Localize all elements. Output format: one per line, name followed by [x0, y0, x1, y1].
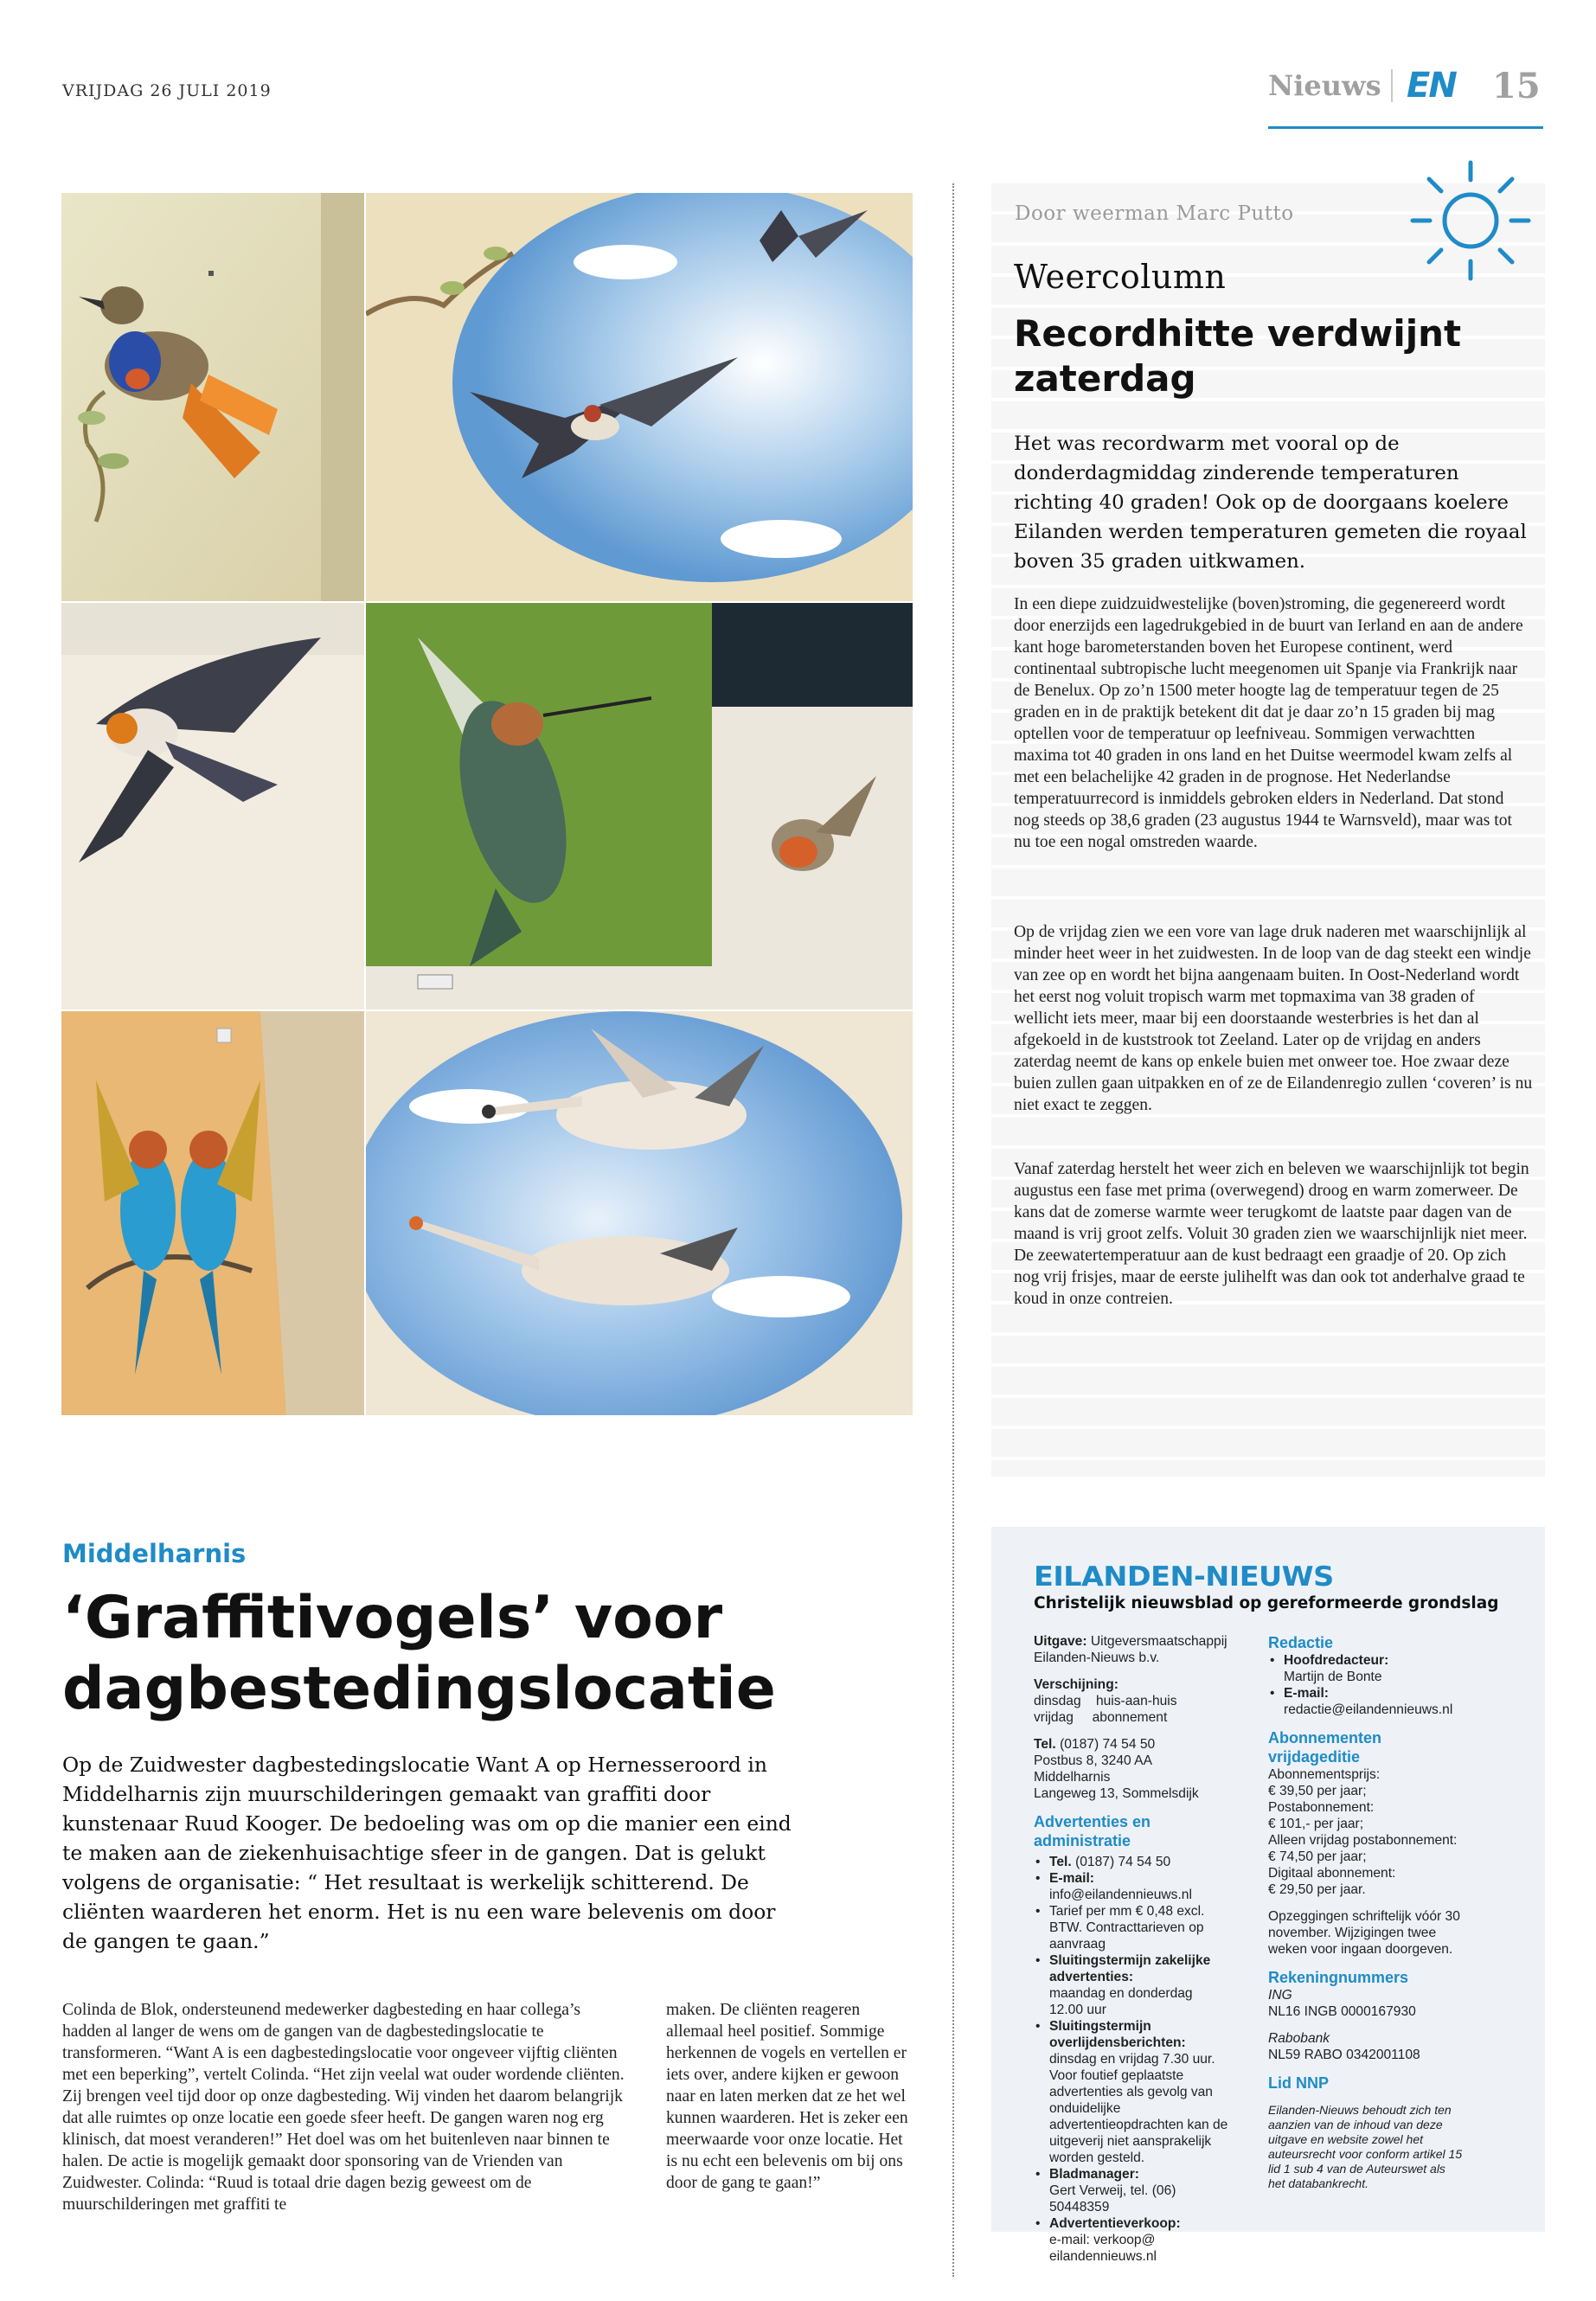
- label: E-mail:: [1284, 1686, 1329, 1701]
- article-body-column-2: maken. De cliënten reageren allemaal heel positief. Sommige herkennen de vogels en vertellen er iets over, andere kijken er gewoon naar en laten merken dat ze het wel kunnen waarderen. Het is zeker een meerwaarde voor onze locatie. Het is nu echt een belevenis om bij ons door de gang te gaan!”: [666, 2001, 908, 2192]
- label: Verschijning:: [1034, 1677, 1118, 1692]
- label: E-mail:: [1049, 1871, 1094, 1886]
- value: Martijn de Bonte: [1284, 1670, 1382, 1684]
- label: Hoofdredacteur:: [1284, 1653, 1389, 1668]
- photo-bee-eaters: [61, 1011, 364, 1415]
- header-rule: [1268, 126, 1543, 129]
- value: Postbus 8, 3240 AA Middelharnis: [1034, 1753, 1152, 1785]
- column-divider: [952, 183, 954, 2277]
- issue-date: VRIJDAG 26 JULI 2019: [62, 81, 272, 100]
- article-body-column-1: Colinda de Blok, ondersteunend medewerker dagbesteding en haar collega’s hadden al langer de wens om de gangen van de dagbestedingslocatie te transformeren. “Want A is een dagbestedingslocatie voor ongeveer vijftig cliënten met een beperking”, vertelt Colinda. “Het zijn veelal wat ouder wordende cliënten. Zij brengen veel tijd door op onze dagbesteding. Wij vinden het daarom belangrijk dat alle ruimtes op onze locatie een goede sfeer heeft. De gangen waren nog erg klinisch, dat moest veranderen!” Het doel was om het buitenleven naar binnen te halen. De actie is mogelijk gemaakt door sponsoring van de Vrienden van Zuidwester. Colinda: “Ruud is totaal drie dagen bezig geweest om de muurschilderingen met graffiti te: [62, 2001, 625, 2214]
- value: Opzeggingen schriftelijk vóór 30 november. Wijzigingen twee weken voor ingaan doorgeven.: [1268, 1909, 1460, 1957]
- colophon-disclaimer: Eilanden-Nieuws behoudt zich ten aanzien van de inhoud van deze uitgave en website zowel het auteursrecht voor conform artikel 15 lid 1 sub 4 van de Auteurswet als het databankrecht.: [1268, 2103, 1463, 2190]
- value: Uitgeversmaatschappij Eilanden-Nieuws b.v.: [1034, 1634, 1227, 1665]
- value: Abonnementsprijs:: [1268, 1767, 1381, 1782]
- colophon-left-column: [1034, 1633, 1228, 2265]
- article-kicker: Middelharnis: [62, 1539, 247, 1568]
- weather-kicker: Weercolumn: [1014, 258, 1227, 296]
- value: NL16 INGB 0000167930: [1268, 2004, 1416, 2019]
- label: Sluitingstermijn zakelijke advertenties:: [1049, 1953, 1211, 1984]
- value: (0187) 74 54 50: [1060, 1737, 1156, 1752]
- weather-paragraph: Vanaf zaterdag herstelt het weer zich en beleven we waarschijnlijk tot begin augustus een fase met prima (overwegend) droog en warm zomerweer. De kans dat de zomerse warmte weer terugkomt de laatste paar dagen van de maand is vrij groot zelfs. Voluit 30 graden zien we waarschijnlijk niet meer. De zeewatertemperatuur aan de kust bedraagt een graadje of 20. Op zich nog vrij frisjes, maar de eerste julihelft was dan ook tot anderhalve graad te koud in onze contreien.: [1014, 1160, 1529, 1308]
- colophon-heading: Redactie: [1268, 1634, 1334, 1651]
- newspaper-logo: EN: [1407, 66, 1456, 106]
- colophon-right-column: [1268, 1633, 1463, 2191]
- label: Uitgave:: [1034, 1634, 1087, 1649]
- label: Rabobank: [1268, 2031, 1330, 2046]
- value: € 39,50 per jaar;: [1268, 1784, 1367, 1798]
- value: Digitaal abonnement:: [1268, 1866, 1396, 1881]
- value: € 29,50 per jaar.: [1268, 1882, 1366, 1897]
- sun-icon: [1406, 156, 1535, 285]
- colophon-logo: EILANDEN-NIEUWS: [1034, 1561, 1334, 1593]
- section-name: Nieuws: [1268, 69, 1381, 102]
- value: vrijdag abonnement: [1034, 1710, 1168, 1725]
- header-separator: [1391, 69, 1393, 102]
- colophon-heading: Advertenties en administratie: [1034, 1813, 1151, 1849]
- label: Tel.: [1034, 1737, 1056, 1752]
- value: NL59 RABO 0342001108: [1268, 2048, 1420, 2062]
- label: Bladmanager:: [1049, 2167, 1139, 2182]
- value: (0187) 74 54 50: [1075, 1855, 1171, 1869]
- value: € 74,50 per jaar;: [1268, 1849, 1367, 1864]
- label: Advertentieverkoop:: [1049, 2216, 1181, 2231]
- value: Postabonnement:: [1268, 1800, 1375, 1815]
- photo-hummingbird-robin: [366, 603, 913, 1009]
- weather-lead: Het was recordwarm met vooral op de donderdagmiddag zinderende temperaturen richting 40 graden! Ook op de doorgaans koelere Eilanden werden temperaturen gemeten die royaal boven 35 graden uitkwamen.: [1014, 433, 1527, 573]
- value: • Tarief per mm € 0,48 excl. BTW. Contracttarieven op aanvraag: [1034, 1903, 1228, 1952]
- colophon-heading: Abonnementen vrijdageditie: [1268, 1729, 1382, 1766]
- label: ING: [1268, 1988, 1292, 2003]
- value: redactie@eilandennieuws.nl: [1284, 1702, 1453, 1717]
- bird-mural-photo-collage: [61, 193, 913, 1415]
- photo-bluethroat: [61, 193, 364, 601]
- colophon-heading: Lid NNP: [1268, 2074, 1329, 2092]
- weather-title: Recordhitte verdwijnt zaterdag: [1014, 312, 1462, 400]
- value: info@eilandennieuws.nl: [1049, 1888, 1192, 1902]
- page-number: 15: [1492, 66, 1541, 106]
- label: Sluitingstermijn overlijdensberichten:: [1049, 2019, 1186, 2050]
- value: dinsdag huis-aan-huis: [1034, 1694, 1177, 1708]
- weather-byline: Door weerman Marc Putto: [1015, 202, 1294, 225]
- value: maandag en donderdag 12.00 uur: [1049, 1986, 1193, 2017]
- label: Tel.: [1049, 1855, 1072, 1869]
- article-intro: Op de Zuidwester dagbestedingslocatie Want A op Hernesseroord in Middelharnis zijn muurschilderingen gemaakt van graffiti door kunstenaar Ruud Kooger. De bedoeling was om op die manier een eind te maken aan de ziekenhuisachtige sfeer in de gangen. Dat is gelukt volgens de organisatie: “ Het resultaat is werkelijk schitterend. De cliënten waarderen het enorm. Het is nu een ware belevenis om door de gangen te gaan.”: [62, 1753, 792, 1953]
- value: € 101,- per jaar;: [1268, 1817, 1364, 1831]
- value: Alleen vrijdag postabonnement:: [1268, 1833, 1458, 1848]
- photo-swans: [366, 1011, 913, 1415]
- value: Gert Verweij, tel. (06) 50448359: [1049, 2183, 1176, 2214]
- colophon-heading: Rekeningnummers: [1268, 1969, 1409, 1986]
- weather-paragraph: In een diepe zuidzuidwestelijke (boven)stroming, die gegenereerd wordt door enerzijds een lagedrukgebied in de buurt van Ierland en aan de andere kant hoge barometerstanden boven het Europese continent, werd continentaal subtropische lucht meegenomen uit Spanje via Frankrijk naar de Benelux. Op zo’n 1500 meter hoogte lag de temperatuur tegen de 25 graden en in de praktijk betekent dit dat je daar zo’n 15 graden bij mag optellen voor de temperatuur op leefniveau. Sommigen verwachtten maxima tot 40 graden in ons land en het Duitse weermodel kwam zelfs al met een belachelijke 42 graden in de prognose. Het Nederlandse temperatuurrecord is inmiddels gebroken elders in Nederland. Dat stond nog steeds op 38,6 graden (23 augustus 1944 te Warnsveld), maar was tot nu toe een nogal omstreden waarde.: [1014, 595, 1523, 851]
- photo-swallow: [61, 603, 364, 1009]
- value: Langeweg 13, Sommelsdijk: [1034, 1786, 1199, 1801]
- article-headline: ‘Graffitivogels’ voor dagbestedingslocatie: [62, 1584, 776, 1723]
- value: dinsdag en vrijdag 7.30 uur. Voor foutief geplaatste advertenties als gevolg van onduidelijke advertentieopdrachten kan de uitgeverij niet aansprakelijk worden gesteld.: [1049, 2052, 1228, 2165]
- value: e-mail: verkoop@ eilandennieuws.nl: [1049, 2233, 1157, 2264]
- photo-swallows-sky: [366, 193, 913, 601]
- weather-paragraph: Op de vrijdag zien we een vore van lage druk naderen met waarschijnlijk al minder heet weer in het zuidwesten. In de loop van de dag steekt een windje van zee op en wordt het bijna aangenaam buiten. In Oost-Nederland wordt het eerst nog voluit tropisch warm met topmaxima van 38 graden of wellicht iets meer, maar bij een doorstaande westerbries is het dan al afgekoeld in de kuststrook tot Zeeland. Later op de vrijdag en anders zaterdag neemt de kans op enkele buien met onweer toe. Hoe zwaar deze buien zullen gaan uitpakken en of ze de Eilandenregio zullen ‘coveren’ is nu niet exact te zeggen.: [1014, 923, 1533, 1114]
- colophon-subtitle: Christelijk nieuwsblad op gereformeerde grondslag: [1034, 1594, 1499, 1612]
